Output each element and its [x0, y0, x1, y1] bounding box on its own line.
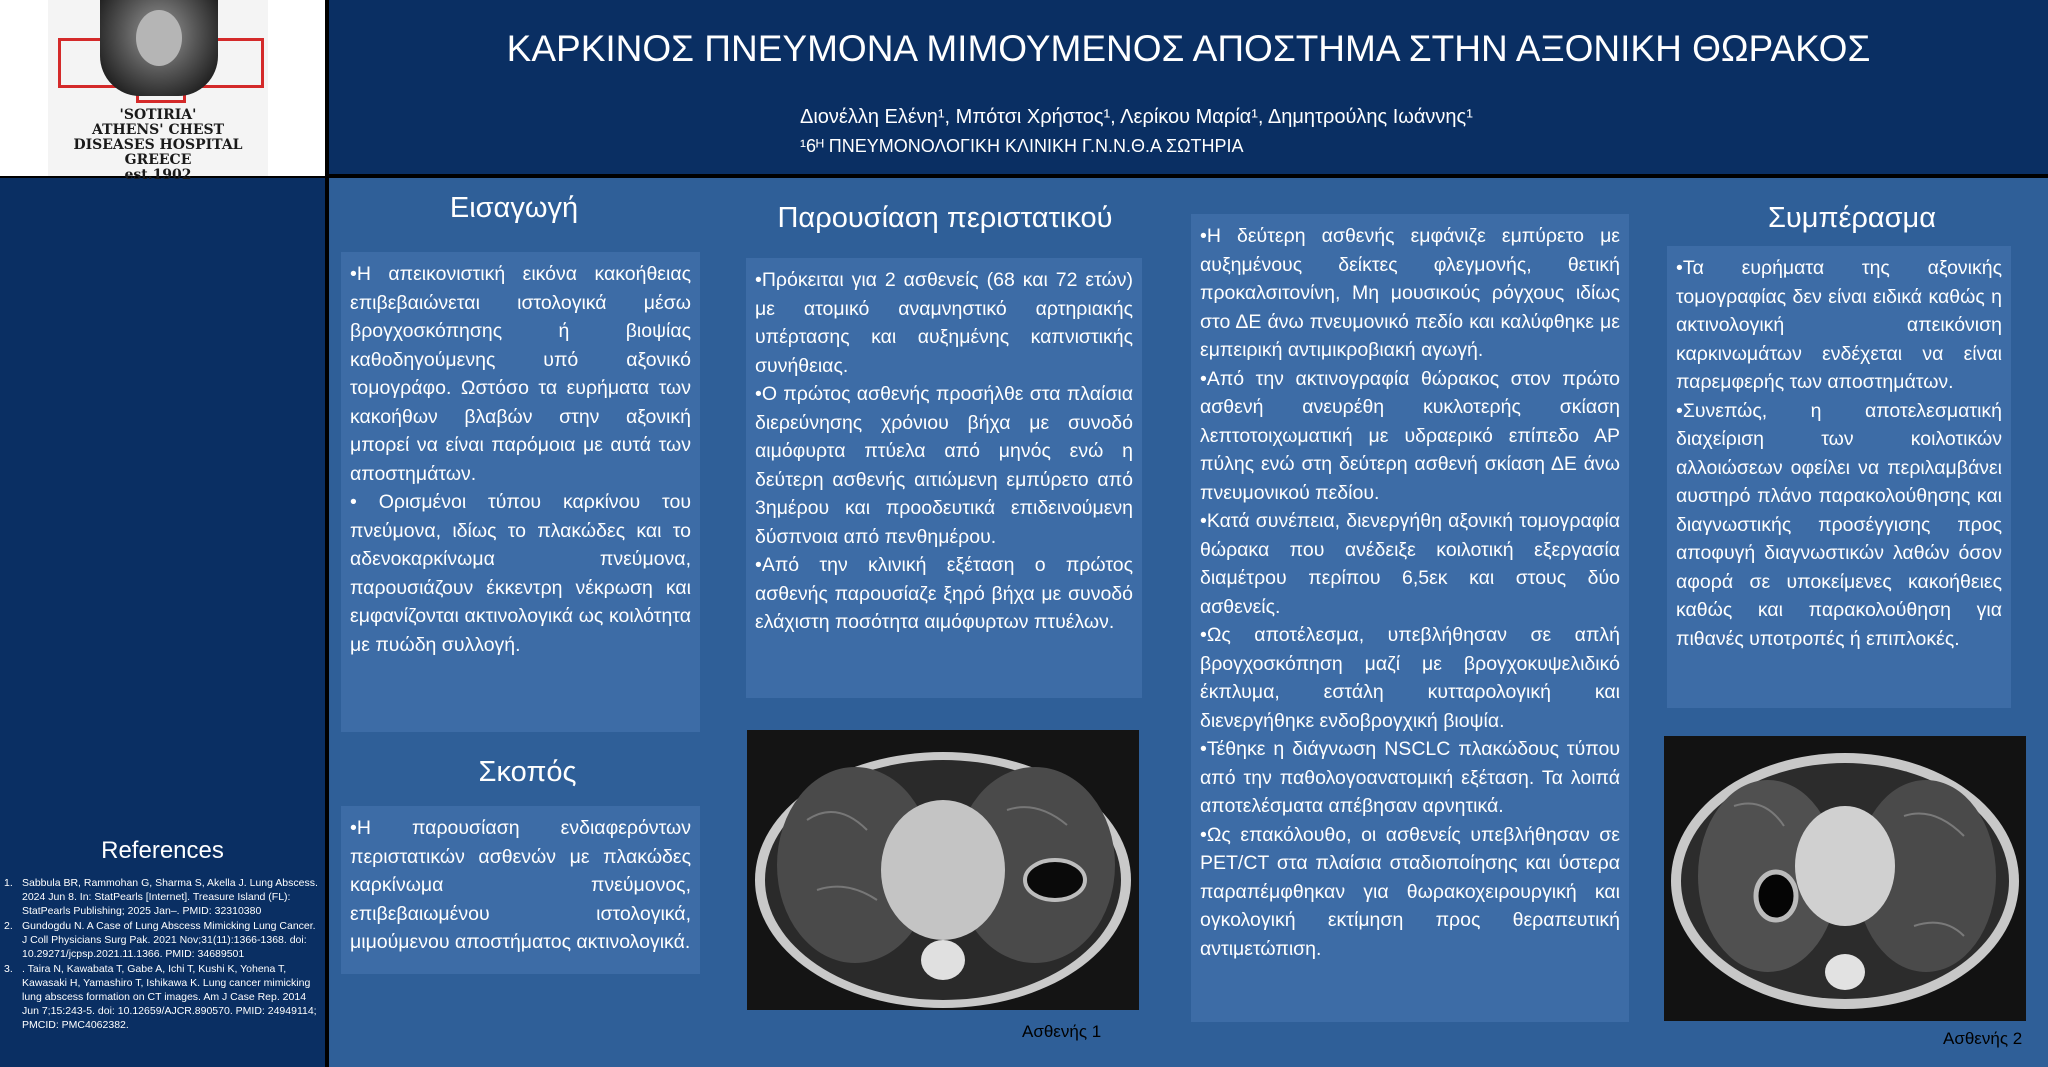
case-continued-box: [1191, 214, 1629, 1022]
intro-title: Εισαγωγή: [449, 192, 579, 224]
ct-scan-patient-2: [1664, 736, 2026, 1021]
reference-item: 3. . Taira N, Kawabata T, Gabe A, Ichi T, Kushi K, Yohena T, Kawasaki H, Yamashiro T, Ishikawa K. Lung cancer mimicking lung abscess formation on CT images. Am J Case Rep. 2014 Jun 7;15:243-5. doi: 10.12659/AJCR.890570. PMID: 24949114; PMCID: PMC4062382.: [4, 963, 317, 1031]
case-paragraph: •Ως επακόλουθο, οι ασθενείς υπεβλήθησαν σε PET/CT στα πλαίσια σταδιοποίησης και ύστερα παραπέμφθηκαν για θωρακοχειρουργική και ογκολογική εκτίμηση προς θεραπευτική αντιμετώπιση.: [1200, 823, 1620, 960]
aim-box: [341, 806, 700, 974]
logo-text: 'SOTIRIA' ATHENS' CHEST DISEASES HOSPITAL GREECE est.1902: [73, 107, 243, 183]
case-title: Παρουσίαση περιστατικού: [777, 202, 1113, 234]
sidebar-divider: [325, 0, 329, 1067]
portrait-image: [100, 0, 218, 96]
references-title: References: [101, 837, 224, 864]
intro-paragraph: •Η απεικονιστική εικόνα κακοήθειας επιβεβαιώνεται ιστολογικά μέσω βρογχοσκόπησης ή βιοψίας καθοδηγούμενης υπό αξονικό τομογράφο. Ωστόσο τα ευρήματα των κακοήθων βλαβών στην αξονική μπορεί να είναι παρόμοια με αυτά των αποστημάτων.: [350, 263, 691, 485]
conclusion-box: [1667, 246, 2011, 708]
conclusion-paragraph: •Συνεπώς, η αποτελεσματική διαχείριση των κοιλοτικών αλλοιώσεων οφείλει να περιλαμβάνει αυστηρό πλάνο παρακολούθησης και διαγνωστικής προσέγγισης προς αποφυγή διαγνωστικών λαθών όσον αφορά σε υποκείμενες κακοήθειες καθώς και παρακολούθηση για πιθανές υποτροπές ή επιπλοκές.: [1676, 399, 2002, 650]
case-box: [746, 258, 1142, 698]
case-paragraph: •Πρόκειται για 2 ασθενείς (68 και 72 ετών) με ατομικό αναμνηστικό αρτηριακής υπέρτασης και αυξημένης καπνιστικής συνήθειας.: [755, 269, 1133, 377]
reference-item: 1. Sabbula BR, Rammohan G, Sharma S, Akella J. Lung Abscess. 2024 Jun 8. In: StatPearls [Internet]. Treasure Island (FL): StatPearls Publishing; 2025 Jan–. PMID: 32310380: [4, 877, 318, 917]
case-paragraph: •Από την κλινική εξέταση ο πρώτος ασθενής παρουσίαζε ξηρό βήχα με συνοδό ελάχιστη ποσότητα αιμόφυρτων πτυέλων.: [755, 554, 1133, 633]
case-paragraph: •Τέθηκε η διάγνωση NSCLC πλακώδους τύπου από την παθολογοανατομική εξέταση. Τα λοιπά αποτελέσματα απέβησαν αρνητικά.: [1200, 738, 1620, 817]
conclusion-title: Συμπέρασμα: [1767, 202, 1937, 234]
caption-patient-2: Ασθενής 2: [1943, 1029, 2023, 1048]
intro-box: [341, 252, 700, 732]
hospital-logo: [0, 0, 325, 183]
case-paragraph: •Ως αποτέλεσμα, υπεβλήθησαν σε απλή βρογχοσκόπηση μαζί με βρογχοκυψελιδικό έκπλυμα, εστάλη κυτταρολογική και διενεργήθηκε ενδοβρογχική βιοψία.: [1200, 624, 1620, 732]
references-list: [4, 876, 320, 1033]
conclusion-paragraph: •Τα ευρήματα της αξονικής τομογραφίας δεν είναι ειδικά καθώς η ακτινολογική απεικόνιση καρκινωμάτων ενδέχεται να είναι παρεμφερής των αποστημάτων.: [1676, 257, 2002, 393]
affiliation: ¹6ᴴ ΠΝΕΥΜΟΝΟΛΟΓΙΚΗ ΚΛΙΝΙΚΗ Γ.Ν.Ν.Θ.Α ΣΩΤΗΡΙΑ: [800, 136, 1244, 156]
ct-scan-patient-1: [747, 730, 1139, 1010]
authors: Διονέλλη Ελένη¹, Μπότσι Χρήστος¹, Λερίκου Μαρία¹, Δημητρούλης Ιωάννης¹: [800, 106, 1473, 128]
intro-paragraph: • Ορισμένοι τύπου καρκίνου του πνεύμονα, ιδίως το πλακώδες και το αδενοκαρκίνωμα πνεύμονα, παρουσιάζουν έκκεντρη νέκρωση και εμφανίζονται ακτινολογικά ως κοιλότητα με πυώδη συλλογή.: [350, 491, 691, 656]
case-paragraph: •Κατά συνέπεια, διενεργήθη αξονική τομογραφία θώρακα που ανέδειξε κοιλοτική εξεργασία διαμέτρου περίπου 6,5εκ και στους δύο ασθενείς.: [1200, 510, 1620, 618]
case-paragraph: •Από την ακτινογραφία θώρακος στον πρώτο ασθενή ανευρέθη κυκλοτερής σκίαση λεπτοτοιχωματική με υδραερικό επίπεδο ΑΡ πύλης ενώ στη δεύτερη ασθενή σκίαση ΔΕ άνω πνευμονικού πεδίου.: [1200, 367, 1620, 504]
ct-image-2: [1664, 736, 2026, 1021]
poster-title: ΚΑΡΚΙΝΟΣ ΠΝΕΥΜΟΝΑ ΜΙΜΟΥΜΕΝΟΣ ΑΠΟΣΤΗΜΑ ΣΤΗΝ ΑΞΟΝΙΚΗ ΘΩΡΑΚΟΣ: [506, 28, 1871, 69]
case-paragraph: •Ο πρώτος ασθενής προσήλθε στα πλαίσια διερεύνησης χρόνιου βήχα με συνοδό αιμόφυρτα πτύελα από μηνός ενώ η δεύτερη ασθενής αιτιώμενη εμπύρετο από 3ημέρου και προοδευτικά επιδεινούμενη δύσπνοια από πενθημέρου.: [755, 383, 1133, 548]
ct-image-1: [747, 730, 1139, 1010]
case-paragraph: •Η δεύτερη ασθενής εμφάνιζε εμπύρετο με αυξημένους δείκτες φλεγμονής, θετική προκαλσιτονίνη, Μη μουσικούς ρόγχους ιδίως στο ΔΕ άνω πνευμονικό πεδίο και καλύφθηκε με εμπειρική αντιμικροβιακή αγωγή.: [1200, 225, 1620, 361]
caption-patient-1: Ασθενής 1: [1022, 1022, 1102, 1041]
reference-item: 2. Gundogdu N. A Case of Lung Abscess Mimicking Lung Cancer. J Coll Physicians Surg Pak. 2021 Nov;31(11):1366-1368. doi: 10.29271/jcpsp.2021.11.1366. PMID: 34689501: [4, 920, 316, 960]
aim-paragraph: •Η παρουσίαση ενδιαφερόντων περιστατικών ασθενών με πλακώδες καρκίνωμα πνεύμονος, επιβεβαιωμένου ιστολογικά, μιμούμενου αποστήματος ακτινολογικά.: [350, 817, 691, 953]
aim-title: Σκοπός: [478, 756, 577, 788]
